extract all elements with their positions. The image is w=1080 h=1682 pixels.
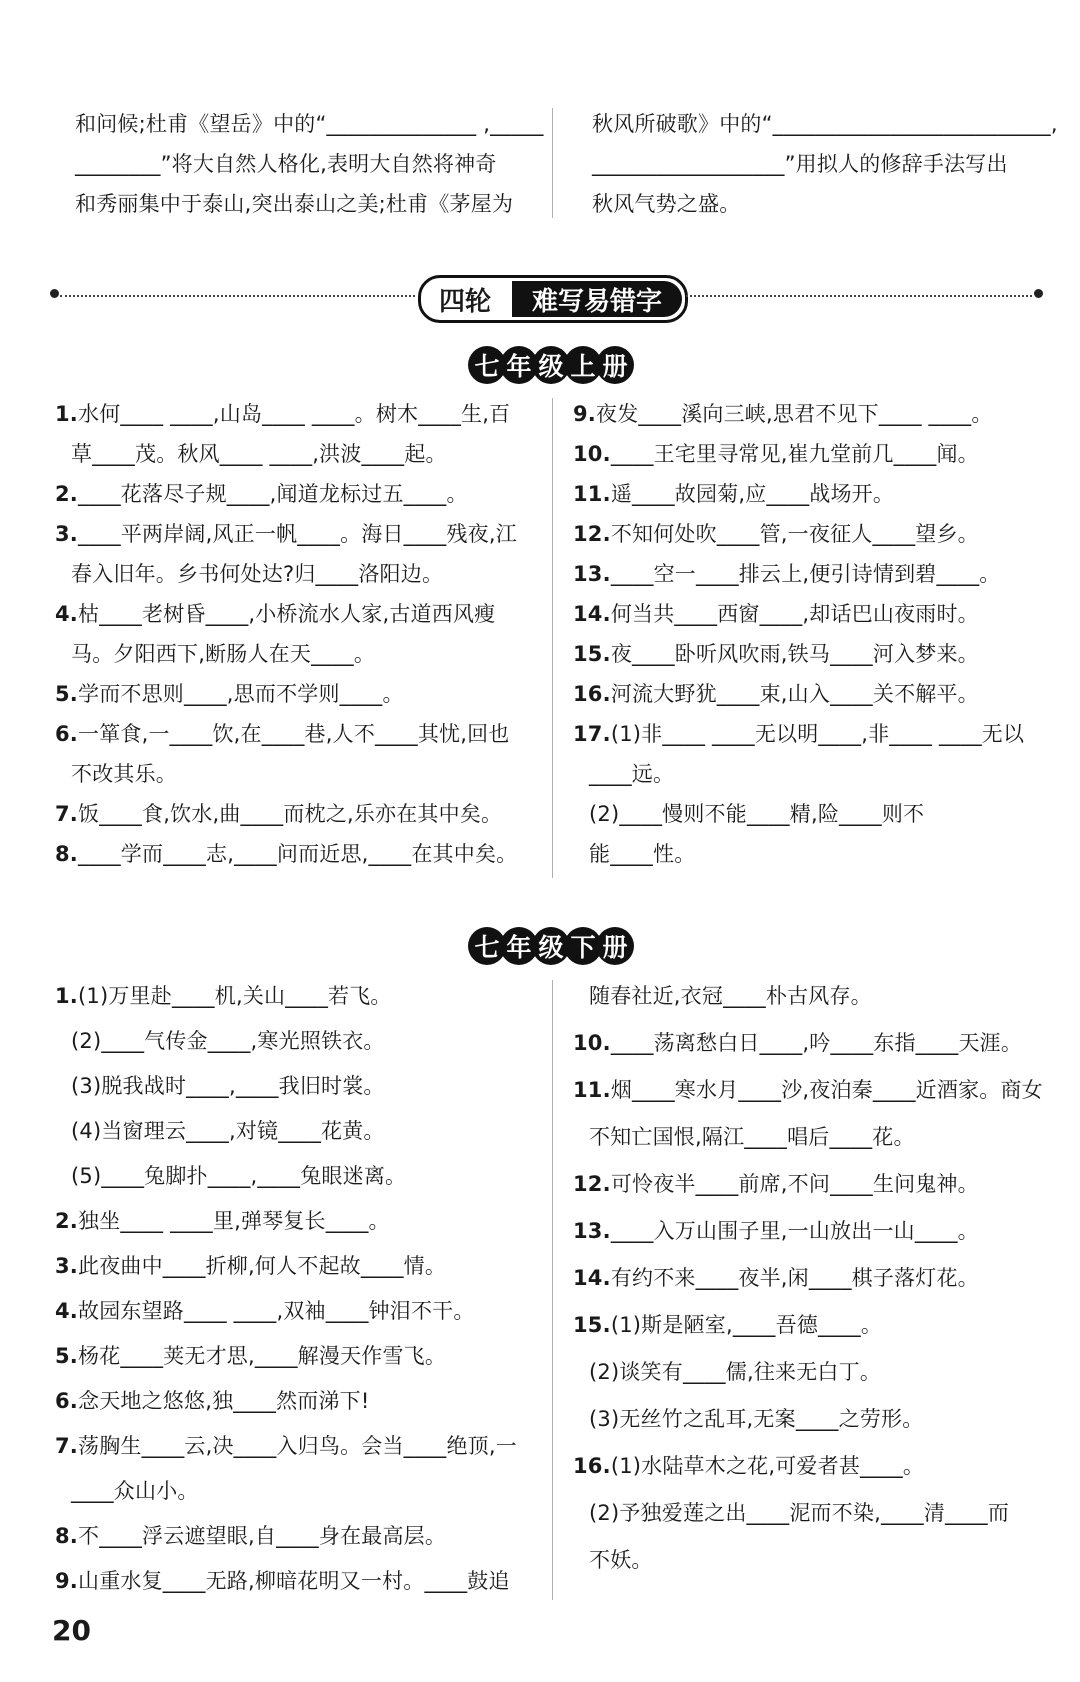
- exercise-text: 学而不思则____,思而不学则____。: [78, 682, 404, 706]
- item-number: 4.: [55, 1299, 78, 1323]
- exercise-line: [55, 1250, 446, 1280]
- item-number: 2.: [55, 482, 78, 506]
- item-number: 13.: [573, 562, 611, 586]
- item-number: 10.: [573, 1031, 611, 1055]
- exercise-line: [55, 1070, 385, 1100]
- exercise-text: 遥____故园菊,应____战场开。: [610, 482, 895, 506]
- text-line: 秋风气势之盛。: [592, 192, 741, 216]
- item-number: 8.: [55, 1524, 78, 1548]
- item-number: 6.: [55, 1389, 78, 1413]
- grade-upper-heading: [468, 345, 628, 385]
- item-number: 7.: [55, 802, 78, 826]
- exercise-text: (3)脱我战时____,____我旧时裳。: [71, 1074, 385, 1098]
- exercise-line: [55, 1115, 385, 1145]
- lower-column-divider: [552, 980, 553, 1600]
- exercise-line: [573, 398, 993, 428]
- exercise-line: [55, 1520, 446, 1550]
- exercise-line: [55, 1160, 406, 1190]
- item-number: 3.: [55, 522, 78, 546]
- item-number: 8.: [55, 842, 78, 866]
- exercise-text: 夜发____溪向三峡,思君不见下____ ____。: [596, 402, 993, 426]
- exercise-text: (2)____气传金____,寒光照铁衣。: [71, 1029, 385, 1053]
- item-number: 15.: [573, 642, 611, 666]
- exercise-text: ____学而____志,____问而近思,____在其中矣。: [78, 842, 518, 866]
- exercise-text: ____荡离愁白日____,吟____东指____天涯。: [610, 1031, 1023, 1055]
- exercise-line: [573, 1215, 979, 1245]
- exercise-line: [55, 518, 517, 548]
- exercise-line: [55, 1340, 446, 1370]
- exercise-text: (5)____兔脚扑____,____兔眼迷离。: [71, 1164, 407, 1188]
- item-number: 12.: [573, 1172, 611, 1196]
- exercise-line: [573, 1309, 882, 1339]
- exercise-line: [573, 638, 979, 668]
- exercise-line: [573, 1450, 924, 1480]
- exercise-text: 山重水复____无路,柳暗花明又一村。____鼓追: [78, 1569, 510, 1593]
- exercise-line: [55, 438, 447, 468]
- item-number: 14.: [573, 1266, 611, 1290]
- exercise-text: 烟____寒水月____沙,夜泊秦____近酒家。商女: [610, 1078, 1043, 1102]
- exercise-line: [55, 1295, 475, 1325]
- exercise-text: 夜____卧听风吹雨,铁马____河入梦来。: [610, 642, 979, 666]
- item-number: 6.: [55, 722, 78, 746]
- exercise-text: (1)斯是陋室,____吾德____。: [610, 1313, 883, 1337]
- exercise-text: ____平两岸阔,风正一帆____。海日____残夜,江: [78, 522, 517, 546]
- exercise-line: [55, 1565, 510, 1595]
- exercise-line: [55, 638, 375, 668]
- exercise-text: (4)当窗理云____,对镜____花黄。: [71, 1119, 385, 1143]
- item-number: 5.: [55, 682, 78, 706]
- item-number: 2.: [55, 1209, 78, 1233]
- item-number: 16.: [573, 682, 611, 706]
- exercise-line: [55, 398, 510, 428]
- item-number: 5.: [55, 1344, 78, 1368]
- text-line: 和问候;杜甫《望岳》中的“______________ ,_____: [75, 112, 544, 136]
- grade-heading-char: 上: [564, 346, 602, 384]
- exercise-text: 荡胸生____云,决____入归鸟。会当____绝顶,一: [78, 1434, 517, 1458]
- exercise-text: ____王宅里寻常见,崔九堂前几____闻。: [610, 442, 979, 466]
- item-number: 13.: [573, 1219, 611, 1243]
- exercise-line: [573, 718, 1024, 748]
- exercise-text: 一箪食,一____饮,在____巷,人不____其忧,回也: [78, 722, 510, 746]
- item-number: 3.: [55, 1254, 78, 1278]
- exercise-text: 有约不来____夜半,闲____棋子落灯花。: [610, 1266, 979, 1290]
- banner-right-dot: [1034, 289, 1043, 298]
- item-number: 1.: [55, 402, 78, 426]
- exercise-line: [573, 1121, 915, 1151]
- grade-lower-heading: [468, 926, 628, 966]
- exercise-line: [573, 598, 979, 628]
- exercise-line: [573, 1497, 1009, 1527]
- exercise-line: [55, 1025, 385, 1055]
- exercise-line: [55, 1475, 199, 1505]
- exercise-text: 何当共____西窗____,却话巴山夜雨时。: [610, 602, 979, 626]
- exercise-text: 不知何处吹____管,一夜征人____望乡。: [610, 522, 979, 546]
- exercise-text: 随春社近,衣冠____朴古风存。: [589, 984, 872, 1008]
- item-number: 4.: [55, 602, 78, 626]
- exercise-text: 不改其乐。: [71, 762, 177, 786]
- banner-round-label: 四轮: [438, 286, 491, 317]
- exercise-line: [573, 558, 1001, 588]
- exercise-line: [573, 1074, 1043, 1104]
- text-line: 秋风所破歌》中的“__________________________,: [592, 112, 1058, 136]
- exercise-line: [55, 718, 510, 748]
- exercise-text: ____众山小。: [71, 1479, 199, 1503]
- exercise-text: 草____茂。秋风____ ____,洪波____起。: [71, 442, 447, 466]
- upper-column-divider: [552, 398, 553, 878]
- exercise-text: 春入旧年。乡书何处达?归____洛阳边。: [71, 562, 444, 586]
- exercise-line: [55, 1205, 390, 1235]
- exercise-text: ____花落尽子规____,闻道龙标过五____。: [78, 482, 468, 506]
- exercise-text: 可怜夜半____前席,不问____生问鬼神。: [610, 1172, 979, 1196]
- exercise-text: 此夜曲中____折柳,何人不起故____情。: [78, 1254, 447, 1278]
- exercise-line: [573, 1168, 979, 1198]
- banner-left-dotted-rule: [60, 295, 415, 297]
- exercise-line: [55, 598, 495, 628]
- exercise-line: [573, 478, 894, 508]
- exercise-text: ____入万山围子里,一山放出一山____。: [610, 1219, 979, 1243]
- banner-title: 难写易错字: [512, 281, 682, 317]
- exercise-line: [573, 798, 924, 828]
- exercise-text: 不妖。: [589, 1548, 653, 1572]
- text-line: __________________”用拟人的修辞手法写出: [592, 152, 1008, 176]
- exercise-line: [573, 678, 979, 708]
- exercise-text: ____远。: [589, 762, 675, 786]
- exercise-text: 不知亡国恨,隔江____唱后____花。: [589, 1125, 915, 1149]
- exercise-line: [573, 1403, 923, 1433]
- exercise-text: (3)无丝竹之乱耳,无案____之劳形。: [589, 1407, 924, 1431]
- exercise-text: (1)非____ ____无以明____,非____ ____无以: [610, 722, 1025, 746]
- grade-heading-char: 年: [500, 927, 538, 965]
- top-column-divider: [552, 108, 553, 218]
- exercise-line: [55, 478, 468, 508]
- section-banner: [418, 275, 688, 323]
- exercise-line: [55, 980, 392, 1010]
- exercise-line: [573, 1262, 979, 1292]
- exercise-text: (2)____慢则不能____精,险____则不: [589, 802, 925, 826]
- grade-heading-char: 级: [532, 927, 570, 965]
- exercise-text: 故园东望路____ ____,双袖____钟泪不干。: [78, 1299, 475, 1323]
- item-number: 9.: [573, 402, 596, 426]
- exercise-line: [55, 1430, 517, 1460]
- exercise-line: [55, 1385, 370, 1415]
- item-number: 15.: [573, 1313, 611, 1337]
- item-number: 1.: [55, 984, 78, 1008]
- exercise-text: ____空一____排云上,便引诗情到碧____。: [610, 562, 1001, 586]
- exercise-line: [573, 1356, 881, 1386]
- exercise-line: [55, 758, 177, 788]
- grade-heading-char: 册: [596, 927, 634, 965]
- exercise-text: 杨花____荚无才思,____解漫天作雪飞。: [78, 1344, 447, 1368]
- exercise-line: [573, 758, 674, 788]
- exercise-line: [55, 678, 404, 708]
- grade-heading-char: 七: [468, 927, 506, 965]
- exercise-text: 独坐____ ____里,弹琴复长____。: [78, 1209, 390, 1233]
- exercise-line: [55, 798, 502, 828]
- exercise-text: 饭____食,饮水,曲____而枕之,乐亦在其中矣。: [78, 802, 503, 826]
- exercise-line: [55, 838, 517, 868]
- item-number: 11.: [573, 482, 611, 506]
- exercise-text: 水何____ ____,山岛____ ____。树木____生,百: [78, 402, 511, 426]
- exercise-line: [573, 1544, 653, 1574]
- grade-heading-char: 下: [564, 927, 602, 965]
- grade-heading-char: 册: [596, 346, 634, 384]
- exercise-line: [573, 438, 979, 468]
- exercise-text: (2)予独爱莲之出____泥而不染,____清____而: [589, 1501, 1010, 1525]
- banner-right-dotted-rule: [686, 295, 1032, 297]
- exercise-text: 河流大野犹____束,山入____关不解平。: [610, 682, 979, 706]
- item-number: 16.: [573, 1454, 611, 1478]
- exercise-line: [573, 838, 695, 868]
- grade-heading-char: 七: [468, 346, 506, 384]
- exercise-text: 马。夕阳西下,断肠人在天____。: [71, 642, 376, 666]
- exercise-line: [573, 1027, 1022, 1057]
- grade-heading-char: 年: [500, 346, 538, 384]
- exercise-line: [573, 980, 872, 1010]
- exercise-text: (1)万里赴____机,关山____若飞。: [78, 984, 392, 1008]
- exercise-line: [573, 518, 979, 548]
- item-number: 11.: [573, 1078, 611, 1102]
- exercise-text: (1)水陆草木之花,可爱者甚____。: [610, 1454, 925, 1478]
- text-line: ________”将大自然人格化,表明大自然将神奇: [75, 152, 497, 176]
- text-line: 和秀丽集中于泰山,突出泰山之美;杜甫《茅屋为: [75, 192, 514, 216]
- exercise-text: 枯____老树昏____,小桥流水人家,古道西风瘦: [78, 602, 496, 626]
- exercise-text: 不____浮云遮望眼,自____身在最高层。: [78, 1524, 447, 1548]
- item-number: 14.: [573, 602, 611, 626]
- banner-left-dot: [50, 289, 59, 298]
- grade-heading-char: 级: [532, 346, 570, 384]
- exercise-line: [55, 558, 443, 588]
- item-number: 17.: [573, 722, 611, 746]
- exercise-text: 能____性。: [589, 842, 696, 866]
- page-number: 20: [52, 1614, 91, 1647]
- exercise-text: (2)谈笑有____儒,往来无白丁。: [589, 1360, 882, 1384]
- item-number: 10.: [573, 442, 611, 466]
- exercise-text: 念天地之悠悠,独____然而涕下!: [78, 1389, 370, 1413]
- item-number: 12.: [573, 522, 611, 546]
- item-number: 7.: [55, 1434, 78, 1458]
- item-number: 9.: [55, 1569, 78, 1593]
